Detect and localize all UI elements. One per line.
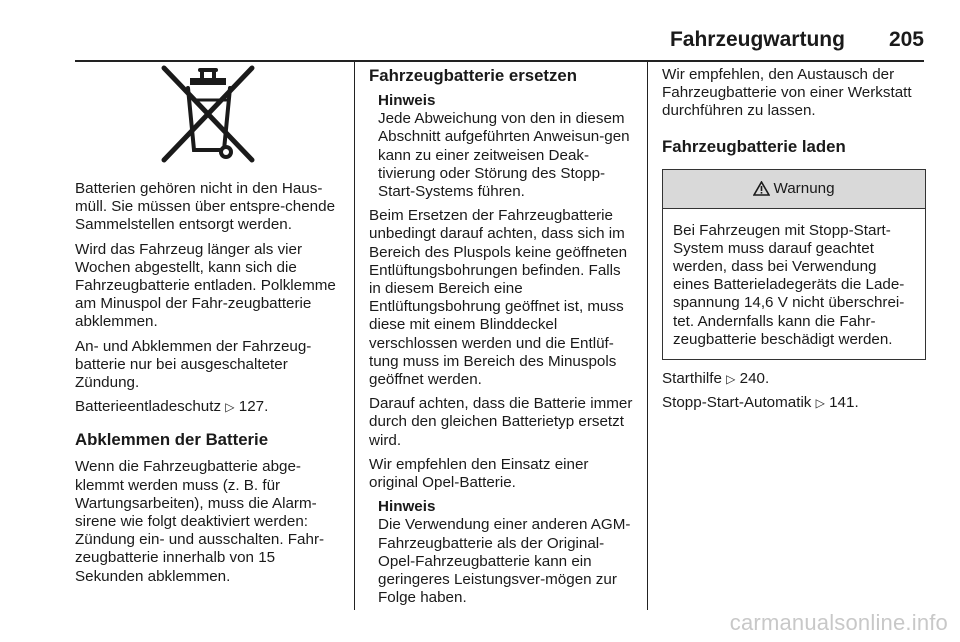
warning-header: [663, 170, 925, 209]
warning-triangle-icon: [753, 181, 770, 196]
arrow-icon: ▷: [726, 372, 736, 387]
column-1: [75, 64, 340, 592]
paragraph: An- und Abklemmen der Fahrzeug-batterie nur bei ausgeschalteter Zündung.: [75, 337, 312, 392]
warning-box: [662, 169, 926, 360]
page-number: 205: [888, 28, 924, 51]
crossed-out-bin-icon: [156, 64, 260, 168]
warning-title: Warnung: [773, 179, 835, 197]
paragraph: [75, 398, 340, 416]
section-heading: Abklemmen der Batterie: [75, 430, 269, 450]
paragraph: Batterien gehören nicht in den Haus-müll. Sie müssen über entspre-chende Sammelstellen entsorgt werden.: [75, 180, 336, 234]
reference-text: Starthilfe: [662, 370, 727, 388]
chapter-title: Fahrzeugwartung: [669, 28, 845, 51]
arrow-icon: ▷: [225, 400, 235, 415]
reference-line: [662, 394, 926, 412]
note-box: [378, 92, 633, 201]
paragraph: Beim Ersetzen der Fahrzeugbatterie unbedingt darauf achten, dass sich im Bereich des Pluspols keine geöffneten Entlüftungsbohrungen befinden. Falls in diesem Bereich eine Entlüftungsbohrung geöffnet ist, muss diese mit einem Blinddeckel verschlossen werden und die Entlüf-tung muss im Bereich des Minuspols geöffnet werden.: [369, 207, 628, 389]
reference-text: Stopp-Start-Automatik: [662, 394, 816, 412]
column-divider: [647, 62, 648, 610]
paragraph: Wird das Fahrzeug länger als vier Wochen abgestellt, kann sich die Fahrzeugbatterie entladen. Polklemme am Minuspol der Fahr-zeugbatterie abklemmen.: [75, 240, 336, 331]
column-divider: [354, 62, 355, 610]
watermark: carmanualsonline.info: [729, 610, 948, 635]
note-box: [378, 498, 633, 607]
reference-line: [662, 370, 926, 388]
paragraph: Wir empfehlen, den Austausch der Fahrzeugbatterie von einer Werkstatt durchführen zu lassen.: [662, 66, 912, 120]
reference-text: Batterieentladeschutz: [75, 398, 226, 416]
page-header: [75, 20, 924, 62]
reference-link[interactable]: 127.: [238, 398, 269, 416]
note-title: Hinweis: [378, 498, 436, 516]
arrow-icon: ▷: [815, 396, 825, 411]
note-text: Jede Abweichung von den in diesem Abschnitt aufgeführten Anweisun-gen kann zu einer zeitweisen Deak-tivierung oder Störung des Stopp-Start-Systems führen.: [378, 110, 630, 201]
warning-text: Bei Fahrzeugen mit Stopp-Start-System muss darauf geachtet werden, dass bei Verwendung eines Batterieladegeräts die Lade-spannung 14,6 V nicht überschrei-tet. Andernfalls kann die Fahr-zeugbatterie beschädigt werden.: [673, 221, 905, 348]
section-heading: Fahrzeugbatterie laden: [662, 136, 846, 156]
note-text: Die Verwendung einer anderen AGM-Fahrzeugbatterie als der Original-Opel-Fahrzeugbatterie kann ein geringeres Leistungsver-mögen zur Folge haben.: [378, 516, 631, 607]
paragraph: Darauf achten, dass die Batterie immer durch den gleichen Batterietyp ersetzt wird.: [369, 395, 633, 449]
column-3: [662, 66, 926, 418]
note-title: Hinweis: [378, 92, 436, 109]
reference-link[interactable]: 240.: [739, 370, 770, 388]
paragraph: Wenn die Fahrzeugbatterie abge-klemmt werden muss (z. B. für Wartungsarbeiten), muss die Alarm-sirene wie folgt deaktiviert werden: Zündung ein- und ausschalten. Fahr-zeugbatterie innerhalb von 15 Sekunden abklemmen.: [75, 458, 325, 585]
column-2: [369, 66, 633, 613]
paragraph: Wir empfehlen den Einsatz einer original Opel-Batterie.: [369, 455, 589, 492]
reference-link[interactable]: 141.: [829, 394, 859, 412]
section-heading: Fahrzeugbatterie ersetzen: [369, 66, 577, 85]
